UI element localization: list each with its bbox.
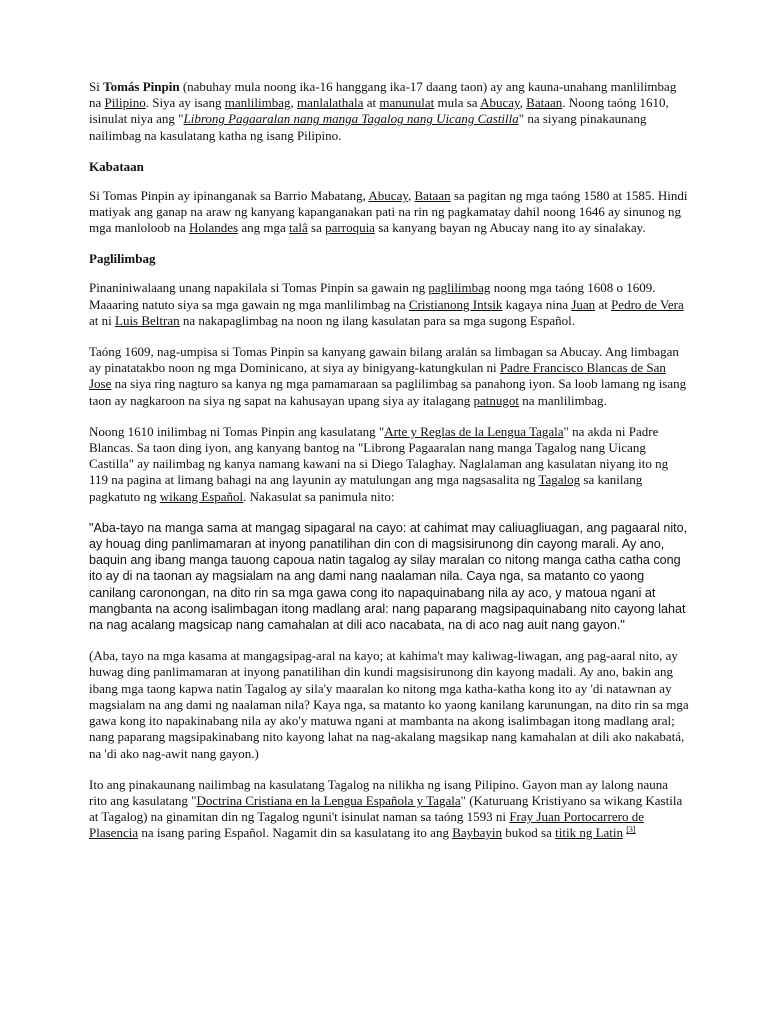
inline-link[interactable]: parroquia	[325, 220, 375, 236]
inline-link[interactable]: titik ng Latin	[555, 825, 624, 841]
intro-paragraph: Si Tomás Pinpin (nabuhay mula noong ika-16 hanggang ika-17 daang taon) ay ang kauna-unahang manlilimbag na Pilipino. Siya ay isang manlilimbag, manlalathala at manunulat mula sa Abucay, Bataan. Noong taóng 1610, isinulat niya ang "Librong Pagaaralan nang manga Tagalog nang Uicang Castilla" na siyang pinakaunang nailimbag na kasulatang katha ng isang Pilipino.	[89, 79, 677, 143]
inline-link[interactable]: Baybayin	[452, 825, 503, 841]
original-quote: "Aba-tayo na manga sama at mangag sipagaral na cayo: at cahimat may caliuagliuagan, ang pagaaral nito, ay houag ding panlimamaran at inyong panatilihan din con di magsisirunong din cayong marali. Ay ano, baquin ang ibang manga tauong capoua natin tagalog ay silay maralan co nitong manga catha catha cong ito ay di na taonan ay magsialam na ang dami nang naalaman nila. Caya nga, sa matanto co yaong canilang caronongan, na dito rin sa mga gawa cong ito napaquinabang nila ay aco, y matoua ngani at mangbanta na acong isalimbagan itong madlang aral: nang paparang magsipaquinabang nito cayong lahat na nag acalang magsicap nang camahalan at dili aco nacabata, na di aco nag auit nang gayon."	[89, 520, 688, 633]
inline-link[interactable]: Padre Francisco Blancas de San Jose	[89, 360, 666, 392]
inline-link[interactable]: Luis Beltran	[115, 312, 180, 328]
inline-link[interactable]: Bataan	[414, 187, 451, 203]
inline-link[interactable]: manlilimbag	[224, 95, 291, 111]
bold-name: Tomás Pinpin	[103, 79, 180, 94]
inline-link[interactable]: Juan	[571, 296, 596, 312]
inline-link[interactable]: Tagalog	[538, 472, 581, 488]
paglilimbag-paragraph-4: Ito ang pinakaunang nailimbag na kasulatang Tagalog na nilikha ng isang Pilipino. Gayon man ay lalong nauna rito ang kasulatang "Doctrina Cristiana en la Lengua Española y Tagala" (Katuruang Kristiyano sa wikang Kastila at Tagalog) na ginamitan din ng Tagalog nguni't isinulat naman sa taóng 1593 ni Fray Juan Portocarrero de Plasencia na isang paring Español. Nagamit din sa kasulatang ito ang Baybayin bukod sa titik ng Latin [3]	[89, 776, 683, 841]
inline-link[interactable]: patnugot	[473, 392, 519, 408]
document-body	[89, 79, 689, 857]
paglilimbag-paragraph-1: Pinaniniwalaang unang napakilala si Tomas Pinpin sa gawain ng paglilimbag noong mga taóng 1608 o 1609. Maaaring natuto siya sa mga gawain ng mga manlilimbag na Cristianong Intsik kagaya nina Juan at Pedro de Vera at ni Luis Beltran na nakapaglimbag na noon ng ilang kasulatan para sa mga sugong Español.	[89, 280, 684, 328]
inline-link[interactable]: talâ	[289, 220, 308, 236]
inline-link[interactable]: Arte y Reglas de la Lengua Tagala	[384, 423, 564, 439]
inline-link[interactable]: Doctrina Cristiana en la Lengua Española y Tagala	[196, 792, 461, 808]
inline-link[interactable]: Bataan	[526, 95, 563, 111]
inline-link[interactable]: Pedro de Vera	[611, 296, 684, 312]
inline-link[interactable]: paglilimbag	[428, 280, 491, 296]
inline-link[interactable]: wikang Español	[159, 488, 244, 504]
paglilimbag-paragraph-3: Noong 1610 inilimbag ni Tomas Pinpin ang kasulatang "Arte y Reglas de la Lengua Tagala" na akda ni Padre Blancas. Sa taon ding iyon, ang kanyang bantog na "Librong Pagaaralan nang manga Tagalog nang Uicang Castilla" ay nailimbag ng kanya namang kawani na si Diego Talaghay. Naglalaman ang kasulatan niyang ito ng 119 na pagina at limang bahagi na ang layunin ay matulungan ang mga nagsasalita ng Tagalog sa kanilang pagkatuto ng wikang Español. Nakasulat sa panimula nito:	[89, 423, 669, 504]
inline-link[interactable]: Abucay	[368, 187, 408, 203]
heading-kabataan: Kabataan	[89, 158, 144, 174]
heading-paglilimbag: Paglilimbag	[89, 251, 156, 267]
inline-link[interactable]: Fray Juan Portocarrero de Plasencia	[89, 809, 644, 841]
inline-link[interactable]: manlalathala	[297, 95, 364, 111]
citation-link[interactable]: [3]	[626, 825, 636, 835]
paglilimbag-paragraph-2: Taóng 1609, nag-umpisa si Tomas Pinpin sa kanyang gawain bilang aralán sa limbagan sa Abucay. Ang limbagan ay pinatatakbo noon ng mga Dominicano, at siya ay binigyang-katungkulan ni Padre Francisco Blancas de San Jose na siya ring nagturo sa kanya ng mga pamamaraan sa paglilimbag sa panahong iyon. Sa loob lamang ng isang taon ay nagkaroon na siya ng sapat na kahusayan upang siya ay italagang patnugot na manlilimbag.	[89, 344, 687, 408]
inline-link[interactable]: manunulat	[379, 95, 435, 111]
kabataan-paragraph: Si Tomas Pinpin ay ipinanganak sa Barrio Mabatang, Abucay, Bataan sa pagitan ng mga taóng 1580 at 1585. Hindi matiyak ang ganap na araw ng kanyang kapanganakan pati na rin ng pagkamatay dahil noong 1646 ay sinunog ng mga manloloob na Holandes ang mga talâ sa parroquia sa kanyang bayan ng Abucay nang ito ay sinalakay.	[89, 187, 688, 236]
inline-link[interactable]: Holandes	[189, 220, 239, 236]
inline-link[interactable]: Abucay	[480, 95, 520, 111]
quote-translation: (Aba, tayo na mga kasama at mangagsipag-aral na kayo; at kahima't may kaliwag-liwagan, ang pag-aaral nito, ay huwag ding panlimamaran at inyong panatilihan din kundi magsisirunong din kayong madali. Ay ano, bakin ang ibang mga taong kapwa natin Tagalog ay sila'y maaralan ko nitong mga katha-katha kong ito ay 'di natawnan ay magsialam na ang dami ng naalaman nila? Kaya nga, sa matanto ko yaong kanilang karunungan, na dito rin sa mga gawa kong ito napakinabang nila ay ako'y matuwa ngani at mambanta na akong isalimbagan itong madlang aral; nang paparang magsipakinabang nito kayong lahat na nag-akalang magsikap nang kamahalan at dili ako nakabatá, na 'di ako nag-awit nang gayon.)	[89, 648, 689, 761]
inline-link[interactable]: Cristianong Intsik	[408, 296, 503, 312]
inline-link[interactable]: Librong Pagaaralan nang manga Tagalog nang Uicang Castilla	[183, 111, 519, 127]
inline-link[interactable]: Pilipino	[104, 95, 146, 111]
